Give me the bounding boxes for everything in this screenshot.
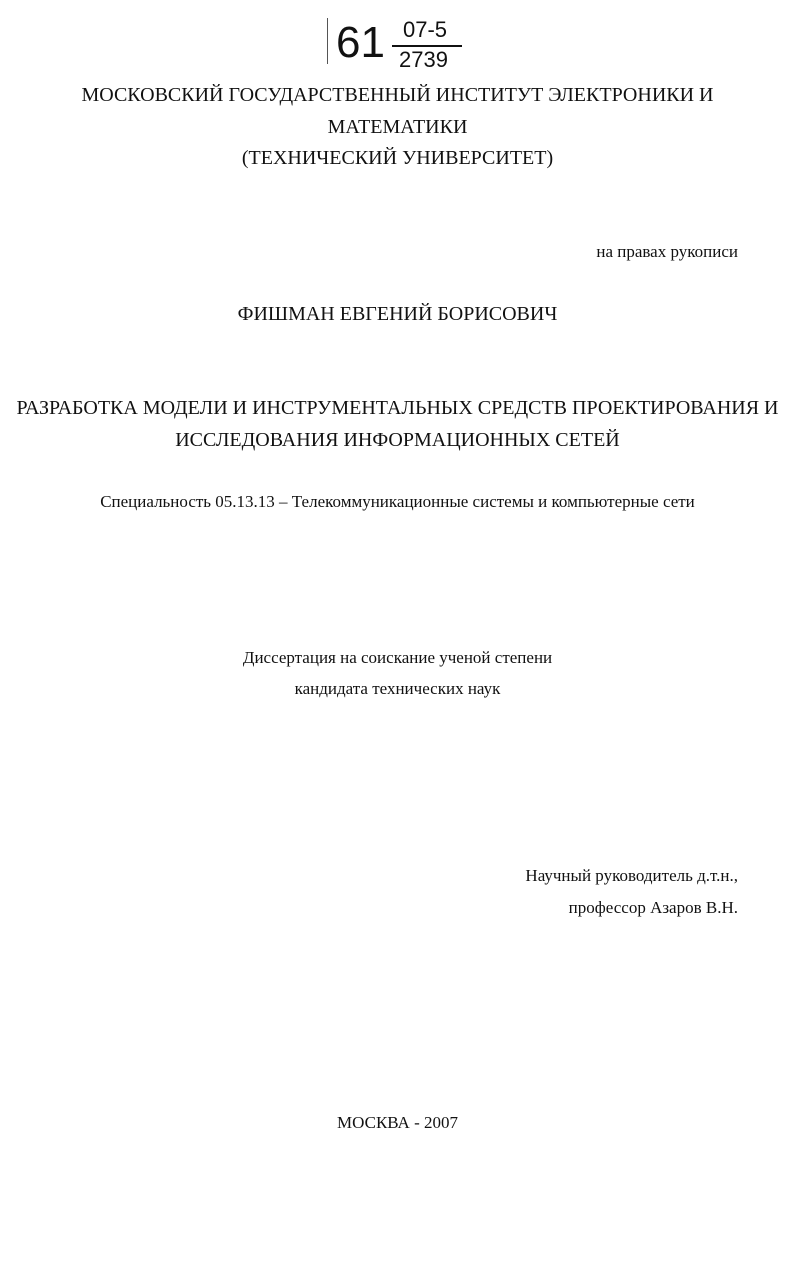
author-name: ФИШМАН ЕВГЕНИЙ БОРИСОВИЧ [237,303,558,325]
archive-stamp-code: 61 [336,18,385,67]
archive-stamp-numerator: 07-5 [403,17,448,42]
institution-line-2: МАТЕМАТИКИ [327,116,468,138]
stamp-margin-line [327,18,328,64]
institution-line-1: МОСКОВСКИЙ ГОСУДАРСТВЕННЫЙ ИНСТИТУТ ЭЛЕКТРОНИКИ И [81,84,714,106]
rights-note: на правах рукописи [596,242,738,261]
institution-line-3: (ТЕХНИЧЕСКИЙ УНИВЕРСИТЕТ) [241,147,554,169]
advisor-line-1: Научный руководитель д.т.н., [525,866,738,885]
archive-stamp-denominator: 2739 [399,47,448,72]
specialty: Специальность 05.13.13 – Телекоммуникационные системы и компьютерные сети [100,492,695,511]
advisor-line-2: профессор Азаров В.Н. [568,898,738,917]
dissertation-title-line-2: ИССЛЕДОВАНИЯ ИНФОРМАЦИОННЫХ СЕТЕЙ [175,429,620,451]
city-year: МОСКВА - 2007 [337,1113,458,1132]
dissertation-title-line-1: РАЗРАБОТКА МОДЕЛИ И ИНСТРУМЕНТАЛЬНЫХ СРЕДСТВ ПРОЕКТИРОВАНИЯ И [16,397,779,419]
degree-line-2: кандидата технических наук [294,679,501,698]
degree-line-1: Диссертация на соискание ученой степени [242,648,553,667]
